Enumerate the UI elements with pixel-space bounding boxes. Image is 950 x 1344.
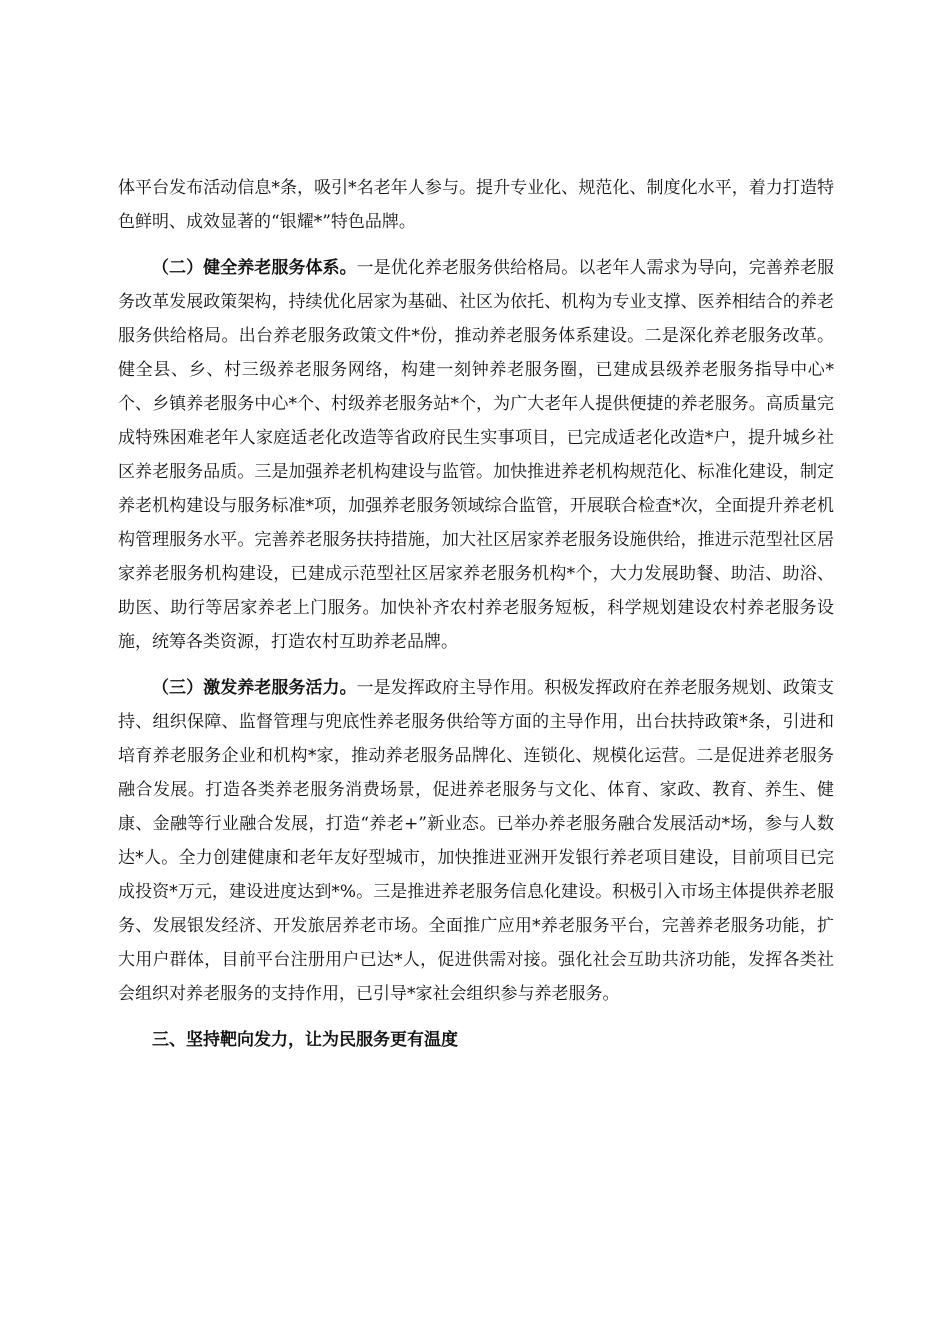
- section-2-body: 一是优化养老服务供给格局。以老年人需求为导向，完善养老服务改革发展政策架构，持续优化居家为基础、社区为依托、机构为专业支撑、医养相结合的养老服务供给格局。出台养老服务政策文件*份，推动养老服务体系建设。二是深化养老服务改革。健全县、乡、村三级养老服务网络，构建一刻钟养老服务圈，已建成县级养老服务指导中心*个、乡镇养老服务中心*个、村级养老服务站*个，为广大老年人提供便捷的养老服务。高质量完成特殊困难老年人家庭适老化改造等省政府民生实事项目，已完成适老化改造*户，提升城乡社区养老服务品质。三是加强养老机构建设与监管。加快推进养老机构规范化、标准化建设，制定养老机构建设与服务标准*项，加强养老服务领域综合监管，开展联合检查*次，全面提升养老机构管理服务水平。完善养老服务扶持措施，加大社区居家养老服务设施供给，推进示范型社区居家养老服务机构建设，已建成示范型社区居家养老服务机构*个，大力发展助餐、助洁、助浴、助医、助行等居家养老上门服务。加快补齐农村养老服务短板，科学规划建设农村养老服务设施，统筹各类资源，打造农村互助养老品牌。: [118, 258, 835, 652]
- section-3-heading: （三）激发养老服务活力。: [152, 678, 357, 698]
- chapter-3-heading: 三、坚持靶向发力，让为民服务更有温度: [152, 1030, 458, 1050]
- section-3-body: 一是发挥政府主导作用。积极发挥政府在养老服务规划、政策支持、组织保障、监督管理与兜底性养老服务供给等方面的主导作用，出台扶持政策*条，引进和培育养老服务企业和机构*家，推动养老服务品牌化、连锁化、规模化运营。二是促进养老服务融合发展。打造各类养老服务消费场景，促进养老服务与文化、体育、家政、教育、养生、健康、金融等行业融合发展，打造“养老+”新业态。已举办养老服务融合发展活动*场，参与人数达*人。全力创建健康和老年友好型城市，加快推进亚洲开发银行养老项目建设，目前项目已完成投资*万元，建设进度达到*%。三是推进养老服务信息化建设。积极引入市场主体提供养老服务、发展银发经济、开发旅居养老市场。全面推广应用*养老服务平台，完善养老服务功能，扩大用户群体，目前平台注册用户已达*人，促进供需对接。强化社会互助共济功能，发挥各类社会组织对养老服务的支持作用，已引导*家社会组织参与养老服务。: [118, 678, 835, 1004]
- section-2-heading: （二）健全养老服务体系。: [152, 258, 357, 278]
- document-body: [118, 171, 834, 1069]
- intro-paragraph: 体平台发布活动信息*条，吸引*名老年人参与。提升专业化、规范化、制度化水平，着力打造特色鲜明、成效显著的“银耀*”特色品牌。: [118, 178, 834, 232]
- section-2-paragraph: [118, 251, 834, 659]
- section-3-paragraph: [118, 671, 834, 1011]
